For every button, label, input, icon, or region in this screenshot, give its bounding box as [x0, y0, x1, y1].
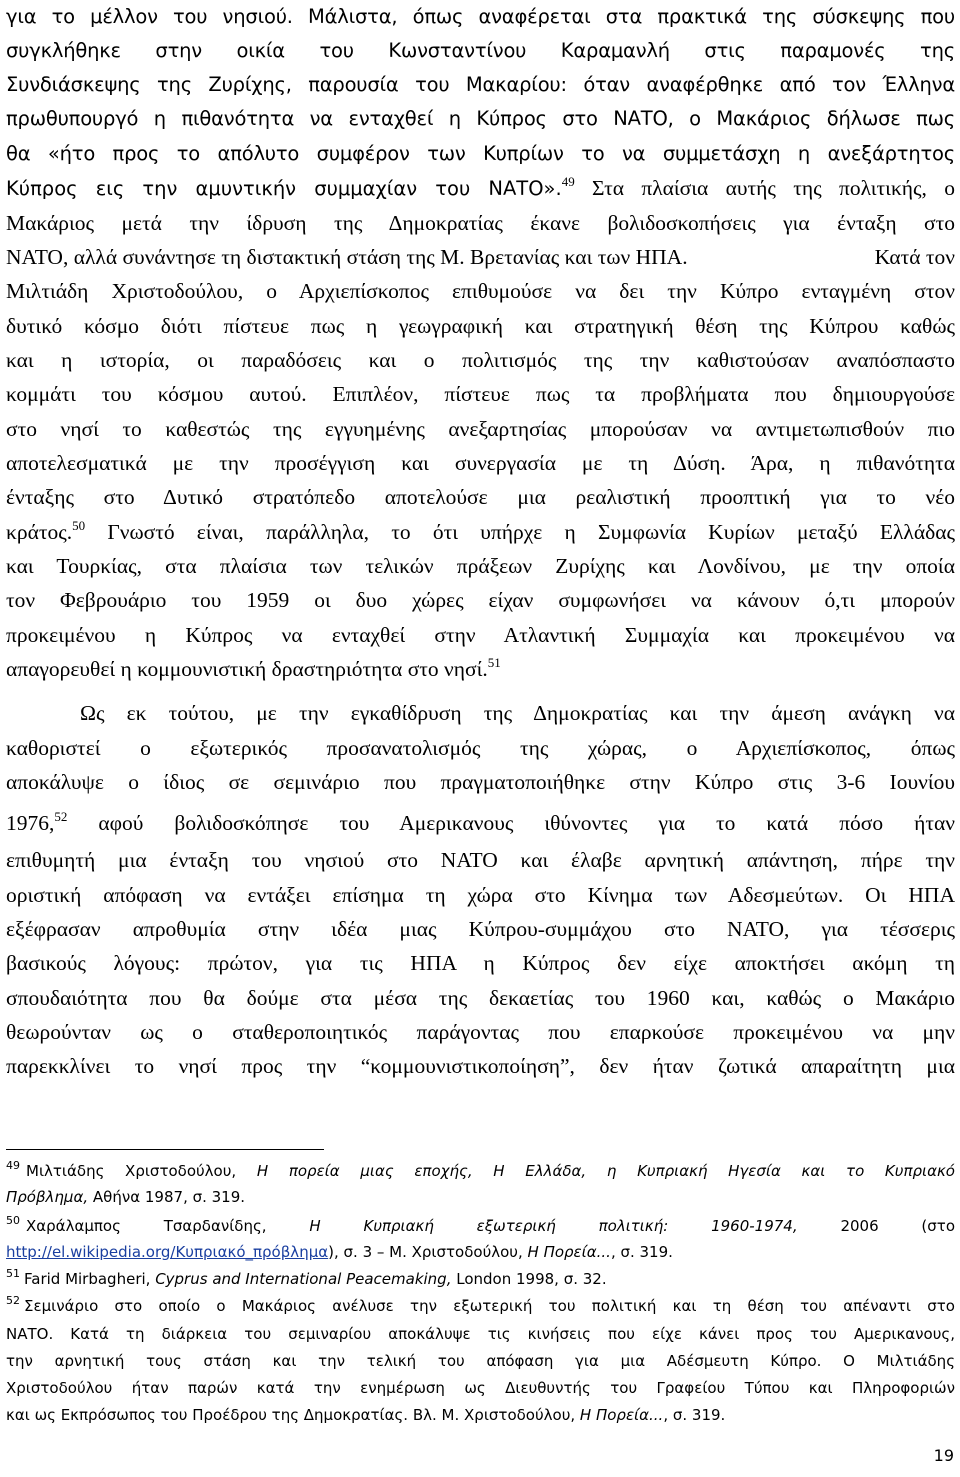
text-line: τον Φεβρουάριο του 1959 οι δυο χώρες είχαν συμφωνήσει να κάνουν ό,τι μπορούν: [6, 588, 955, 612]
footnote-52-cont: Χριστοδούλου ήταν παρών κατά την ενημέρωση ως Διευθυντής του Γραφείου Τύπου και Πληροφοριών: [6, 1379, 955, 1397]
footnote-52: $^{52}$ Σεμινάριο στο οποίο ο Μακάριος ανέλυσε την εξωτερική του πολιτική και τη θέση του απέναντι στο: [6, 1294, 955, 1315]
text-line: Μιλτιάδη Χριστοδούλου, ο Αρχιεπίσκοπος επιθυμούσε να δει την Κύπρο ενταγμένη στον: [6, 279, 955, 303]
text-line: εξέφρασαν απροθυμία στην ιδέα μιας Κύπρου-συμμάχου στο ΝΑΤΟ, για τέσσερις: [6, 917, 955, 941]
footnote-separator: [6, 1149, 324, 1150]
text-line: Μακάριος μετά την ίδρυση της Δημοκρατίας έκανε βολιδοσκοπήσεις για ένταξη στο: [6, 211, 955, 235]
footnote-ref-50[interactable]: 50: [72, 518, 86, 533]
footnote-number: 51: [6, 1267, 20, 1280]
text-line: βασικούς λόγους: πρώτον, για τις ΗΠΑ η Κύπρος δεν είχε αποκτήσει ακόμη τη: [6, 951, 955, 975]
footnote-number: 52: [6, 1294, 20, 1307]
text-line: Κύπρος εις την αμυντικήν συμμαχίαν του ΝΑΤΟ».$^{49}$ Στα πλαίσια αυτής της πολιτικής, ο: [6, 174, 955, 200]
footnote-49: $^{49}$ Μιλτιάδης Χριστοδούλου, Η πορεία μιας εποχής, Η Ελλάδα, η Κυπριακή Ηγεσία και το Κυπριακό: [6, 1159, 955, 1180]
footnote-52-cont: και ως Εκπρόσωπος του Προέδρου της Δημοκρατίας. Βλ. Μ. Χριστοδούλου, Η Πορεία..., σ. 319.: [6, 1406, 726, 1424]
footnote-ref-49[interactable]: 49: [561, 174, 575, 189]
footnote-52-cont: την αρνητική τους στάση και την τελική του απόφαση για μια Αδέσμευτη Κύπρο. Ο Μιλτιάδης: [6, 1352, 955, 1370]
text-line: θεωρούνταν ως ο σταθεροποιητικός παράγοντας που επαρκούσε προκειμένου να μην: [6, 1020, 955, 1044]
text-line: σπουδαιότητα που θα δούμε στα μέσα της δεκαετίας του 1960 και, καθώς ο Μακάριο: [6, 986, 955, 1010]
footnote-50: $^{50}$ Χαράλαμπος Τσαρδανίδης, Η Κυπριακή εξωτερική πολιτική: 1960-1974, 2006 (στο: [6, 1214, 955, 1235]
text-line: κομμάτι του κόσμου αυτού. Επιπλέον, πίστευε πως τα προβλήματα που δημιουργούσε: [6, 382, 955, 406]
footnote-number: 49: [6, 1159, 20, 1172]
text-line: κράτος.$^{50}$ Γνωστό είναι, παράλληλα, το ότι υπήρχε η Συμφωνία Κυρίων μεταξύ Ελλάδας: [6, 518, 955, 544]
text-line: ΝΑΤΟ, αλλά συνάντησε τη διστακτική στάση της Μ. Βρετανίας και των ΗΠΑ. Κατά τον: [6, 245, 955, 269]
footnote-ref-51[interactable]: 51: [487, 655, 501, 670]
paragraph-first-line: Ως εκ τούτου, με την εγκαθίδρυση της Δημοκρατίας και την άμεση ανάγκη να: [80, 701, 955, 725]
text-line: και Τουρκίας, στα πλαίσια των τελικών πράξεων Ζυρίχης και Λονδίνου, με την οποία: [6, 554, 955, 578]
text-line: ένταξης στο Δυτικό στρατόπεδο αποτελούσε μια ρεαλιστική προοπτική για το νέο: [6, 485, 955, 509]
text-line: επιθυμητή μια ένταξη του νησιού στο ΝΑΤΟ και έλαβε αρνητική απάντηση, πήρε την: [6, 848, 955, 872]
text-line: καθοριστεί ο εξωτερικός προσανατολισμός της χώρας, ο Αρχιεπίσκοπος, όπως: [6, 736, 955, 760]
footnote-number: 50: [6, 1214, 20, 1227]
text-line: συγκλήθηκε στην οικία του Κωνσταντίνου Καραμανλή στις παραμονές της: [6, 39, 955, 62]
text-line: αποτελεσματικά με την προσέγγιση και συνεργασία με τη Δύση. Άρα, η πιθανότητα: [6, 451, 955, 475]
text-line: απαγορευθεί η κομμουνιστική δραστηριότητα στο νησί.$^{51}$: [6, 655, 501, 681]
text-line: πρωθυπουργό η πιθανότητα να ενταχθεί η Κύπρος στο ΝΑΤΟ, ο Μακάριος δήλωσε πως: [6, 107, 955, 130]
text-line: προκειμένου η Κύπρος να ενταχθεί στην Ατλαντική Συμμαχία και προκειμένου να: [6, 623, 955, 647]
footnote-ref-52[interactable]: 52: [54, 809, 68, 824]
text-line: παρεκκλίνει το νησί προς την “κομμουνιστικοποίηση”, δεν ήταν ζωτικά απαραίτητη μια: [6, 1054, 955, 1078]
text-line: για το μέλλον του νησιού. Μάλιστα, όπως αναφέρεται στα πρακτικά της σύσκεψης που: [6, 5, 955, 28]
wikipedia-link[interactable]: http://el.wikipedia.org/Κυπριακό_πρόβλημα: [6, 1243, 329, 1261]
footnote-49-cont: Πρόβλημα, Αθήνα 1987, σ. 319.: [6, 1188, 246, 1206]
text-line: 1976,52 αφού βολιδοσκόπησε του Αμερικανους ιθύνοντες για το κατά πόσο ήταν: [6, 809, 955, 835]
text-line: αποκάλυψε ο ίδιος σε σεμινάριο που πραγματοποιήθηκε στην Κύπρο στις 3-6 Ιουνίου: [6, 770, 955, 794]
page-number: 19: [933, 1446, 954, 1465]
text-line: στο νησί το καθεστώς της εγγυημένης ανεξαρτησίας μπορούσαν να αντιμετωπισθούν πιο: [6, 417, 955, 441]
text-line: Συνδιάσκεψης της Ζυρίχης, παρουσία του Μακαρίου: όταν αναφέρθηκε από τον Έλληνα: [6, 73, 955, 96]
footnote-52-cont: ΝΑΤΟ. Κατά τη διάρκεια του σεμιναρίου αποκάλυψε τις κινήσεις που είχε κάνει προς του Αμερικανους,: [6, 1325, 955, 1343]
text-line: και η ιστορία, οι παραδόσεις και ο πολιτισμός της την καθιστούσαν αναπόσπαστο: [6, 348, 955, 372]
footnote-50-cont: http://el.wikipedia.org/Κυπριακό_πρόβλημα), σ. 3 – Μ. Χριστοδούλου, Η Πορεία..., σ. 319.: [6, 1243, 673, 1261]
text-line: δυτικό κόσμο διότι πίστευε πως η γεωγραφική και στρατηγική θέση της Κύπρου καθώς: [6, 314, 955, 338]
text-line: οριστική απόφαση να εντάξει επίσημα τη χώρα στο Κίνημα των Αδεσμεύτων. Οι ΗΠΑ: [6, 883, 955, 907]
text-line: θα «ήτο προς το απόλυτο συμφέρον των Κυπρίων το να συμμετάσχη η ανεξάρτητος: [6, 142, 955, 165]
footnote-51: $^{51}$ Farid Mirbagheri, Cyprus and International Peacemaking, London 1998, σ. 32.: [6, 1267, 607, 1288]
